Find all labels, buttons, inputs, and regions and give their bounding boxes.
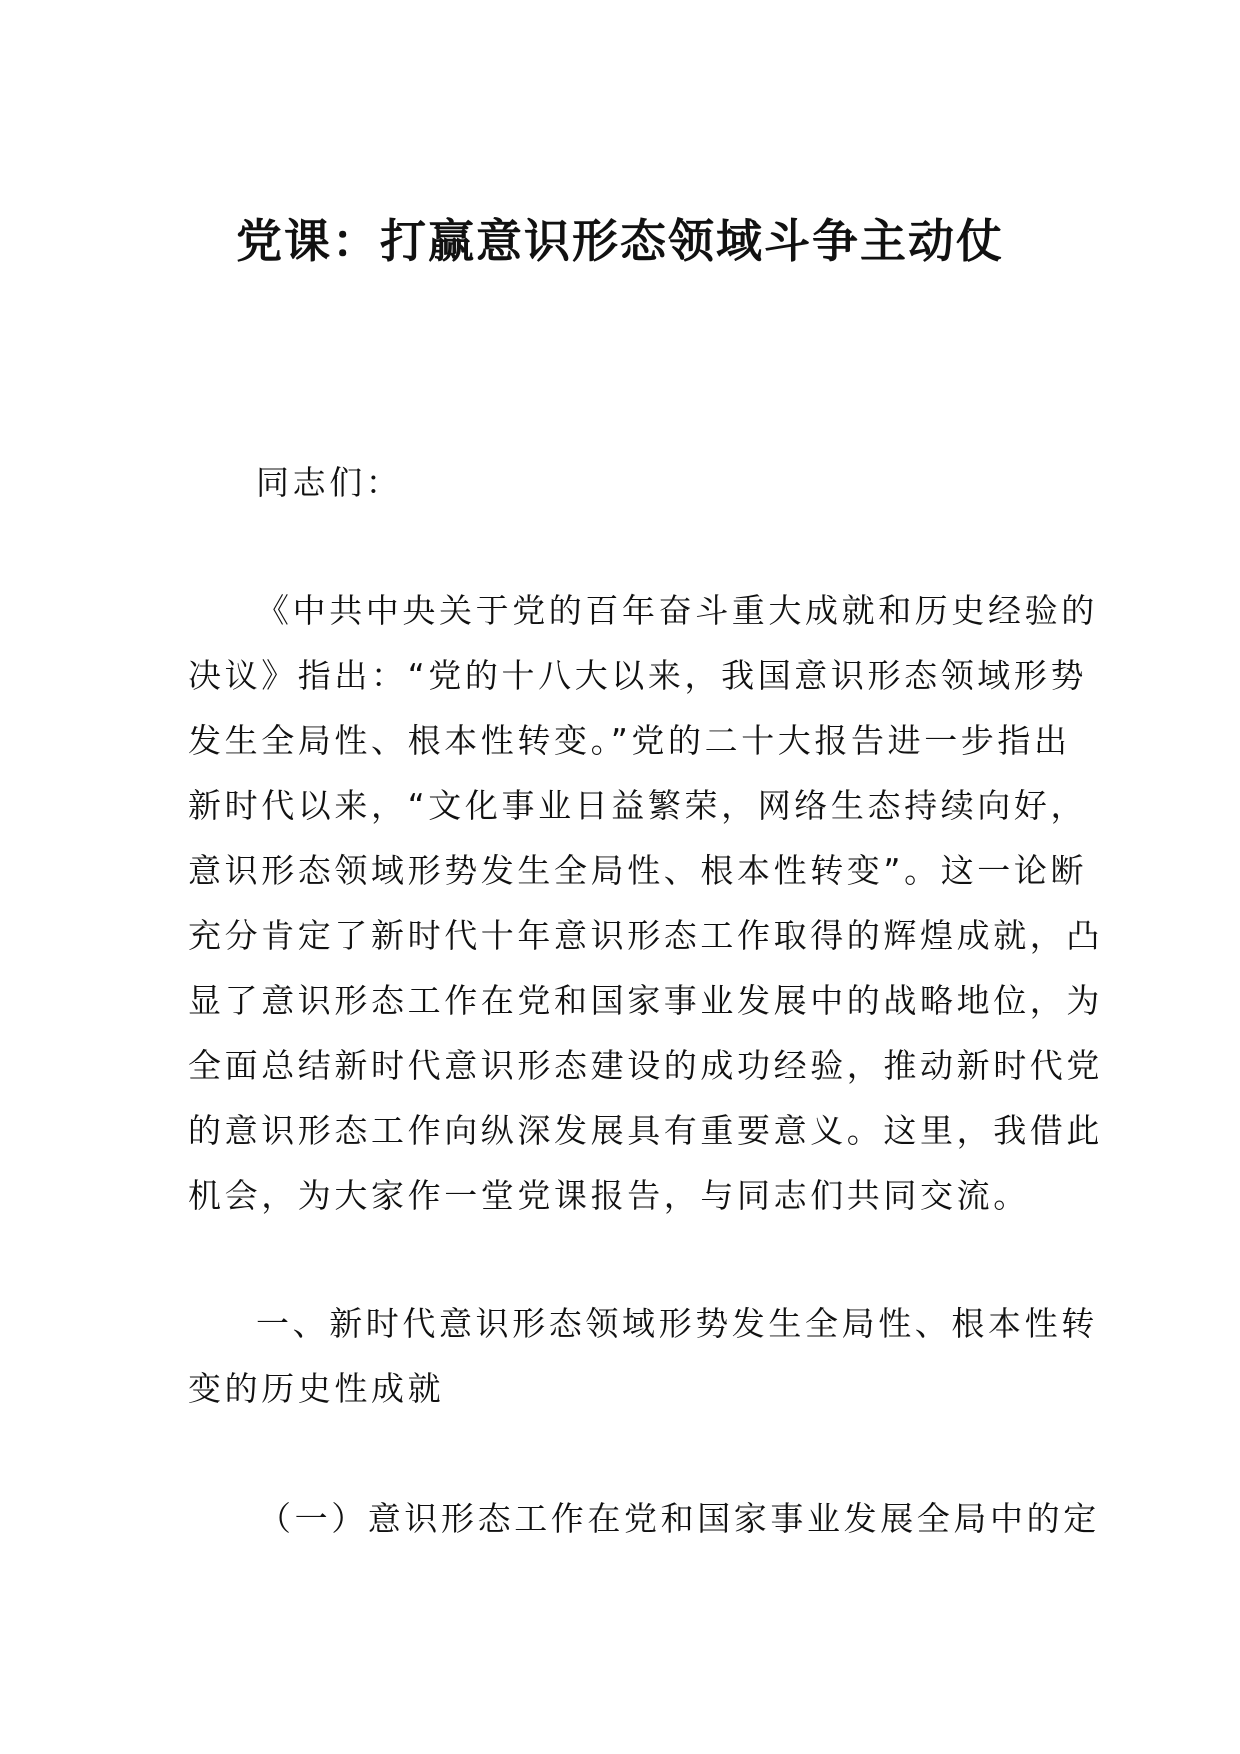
paragraph-line: 的意识形态工作向纵深发展具有重要意义。这里，我借此 [188, 1111, 1103, 1150]
paragraph-line: 显了意识形态工作在党和国家事业发展中的战略地位，为 [188, 981, 1103, 1020]
subheading-1: （一）意识形态工作在党和国家事业发展全局中的定 [258, 1499, 1100, 1538]
heading-line: 变的历史性成就 [188, 1369, 445, 1408]
paragraph-line: 决议》指出：“党的十八大以来，我国意识形态领域形势 [188, 656, 1088, 695]
paragraph-line: 充分肯定了新时代十年意识形态工作取得的辉煌成就，凸 [188, 916, 1103, 955]
paragraph-line: 《中共中央关于党的百年奋斗重大成就和历史经验的 [256, 591, 1098, 630]
salutation: 同志们： [256, 463, 403, 502]
heading-line: 一、新时代意识形态领域形势发生全局性、根本性转 [256, 1304, 1098, 1343]
paragraph-line: 全面总结新时代意识形态建设的成功经验，推动新时代党 [188, 1046, 1103, 1085]
paragraph-line: 机会，为大家作一堂党课报告，与同志们共同交流。 [188, 1176, 1030, 1215]
paragraph-line: 新时代以来，“文化事业日益繁荣，网络生态持续向好， [188, 786, 1088, 825]
paragraph-line: 意识形态领域形势发生全局性、根本性转变”。这一论断 [188, 851, 1088, 890]
document-title: 党课：打赢意识形态领域斗争主动仗 [236, 214, 1004, 268]
paragraph-line: 发生全局性、根本性转变。”党的二十大报告进一步指出 [188, 721, 1071, 760]
